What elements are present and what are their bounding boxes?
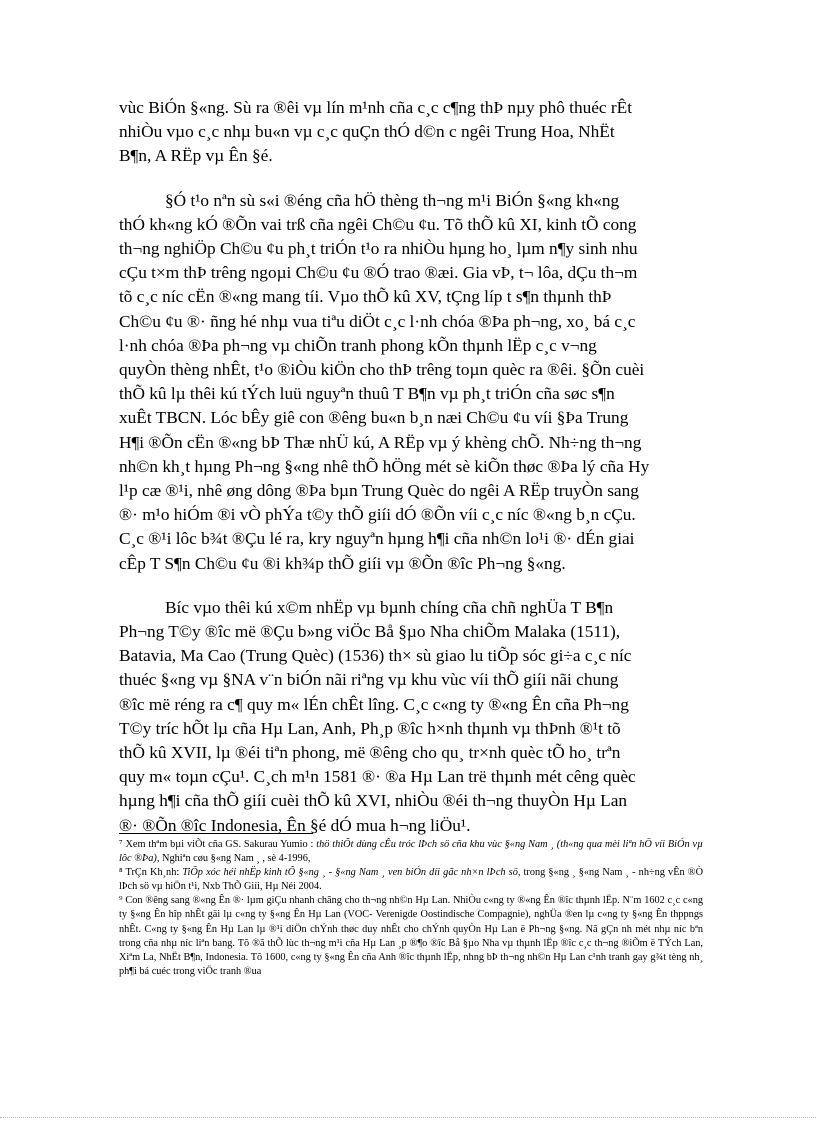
footnote-8-lead: ⁸ TrÇn Kh¸nh: (119, 867, 183, 879)
paragraph-1: vùc BiÓn §«ng. Sù ra ®êi vµ lín m¹nh cña c¸c c¶ng thÞ nµy phô thuéc rÊt nhiÒu vµo c¸c nhµ bu«n vµ c¸c quÇn thÓ d©n c ngêi Trung Hoa, NhËt B¶n, A RËp vµ Ên §é. (119, 98, 633, 166)
footnote-7-tail: , Nghiªn cøu §«ng Nam ¸ , sè 4-1996, (156, 853, 311, 865)
footnote-8 (119, 866, 703, 894)
paragraph-2: §Ó t¹o nªn sù s«i ®éng cña hÖ thèng th¬ng m¹i BiÓn §«ng kh«ng thÓ kh«ng kÓ ®Õn vai trß cña ngêi Ch©u ¢u. Tõ thÕ kû XI, kinh tÕ cong th¬ng nghiÖp Ch©u ¢u ph¸t triÓn t¹o ra nhiÒu hµng ho¸ lµm n¶y sinh nhu cÇu t×m thÞ trêng ngoµi Ch©u ¢u ®Ó trao ®æi. Gia vÞ, t¬ lôa, dÇu th¬m tõ c¸c níc cËn ®«ng mang tíi. Vµo thÕ kû XV, tÇng líp t s¶n thµnh thÞ Ch©u ¢u ®· ñng hé nhµ vua tiªu diÖt c¸c l·nh chóa ®Þa ph¬ng, xo¸ bá c¸c l·nh chóa ®Þa ph¬ng vµ chiÕn tranh phong kÕn thµnh lËp c¸c v¬ng quyÒn thèng nhÊt, t¹o ®iÒu kiÖn cho thÞ trêng toµn quèc ra ®êi. §Õn cuèi thÕ kû lµ thêi kú tÝch luü nguyªn thuû T B¶n vµ ph¸t triÓn cña søc s¶n xuÊt TBCN. Lóc bÊy giê con ®êng bu«n b¸n næi Ch©u ¢u víi §Þa Trung H¶i ®Õn cËn ®«ng bÞ Thæ nhÜ kú, A RËp vµ ý khèng chÕ. Nh÷ng th¬ng nh©n kh¸t hµng Ph¬ng §«ng nhê thÕ hÖng mét sè kiÕn thøc ®Þa lý cña Hy l¹p cæ ®¹i, nhê øng dông ®Þa bµn Trung Quèc do ngêi A RËp truyÒn sang ®· m¹o hiÓm ®i vÒ phÝa t©y thÕ giíi dÓ ®Õn víi c¸c níc ®«ng b¸n cÇu. C¸c ®¹i lôc b¾t ®Çu lé ra, kry nguyªn hµng h¶i cña nh©n lo¹i ®· dÉn giai cÊp T S¶n Ch©u ¢u ®i kh¾p thÕ giíi vµ ®Õn ®îc Ph¬ng §«ng. (119, 190, 650, 573)
page-bottom-border (0, 1117, 816, 1118)
footnote-8-title: TiÕp xóc héi nhËp kinh tÕ §«ng ¸ - §«ng Nam ¸ ven biÓn díi gãc nh×n lÞch sö, (182, 867, 521, 879)
footnote-separator (119, 833, 313, 834)
footnotes (119, 838, 703, 979)
footnote-7 (119, 838, 703, 866)
body-text (119, 96, 703, 838)
footnote-7-lead: ⁷ Xem thªm bµi viÕt cña GS. Sakurau Yumio : (119, 839, 317, 850)
footnote-9-text: ⁹ Con ®êng sang ®«ng Ên ®· lµm giÇu nhanh chãng cho th¬ng nh©n Hµ Lan. NhiÒu c«ng ty ®«ng Ên ®îc thµnh lËp. N¨m 1602 c¸c c«ng ty §«ng Ên hîp nhÊt gäi lµ c«ng ty §«ng Ên Hµ Lan (VOC- Verenigde Oostindische Compagnie), nghÜa ®en lµ c«ng ty §«ng Ên thppngs nhÊt. C«ng ty §«ng Ên Hµ Lan lµ ®¹i diÖn chÝnh thøc duy nhÊt cho chÝnh quyÒn Hµ Lan ë Ph¬ng §«ng. Nã gÇn nh mét nhµ níc bªn trong cña nhµ níc liªn bang. Tõ ®ã thÕ lùc th¬ng m¹i cña Hµ Lan ¸p ®¶o ®îc Bå §µo Nha vµ thµnh lËp ®îc c¸c th¬ng ®iÕm ë TÝch Lan, Xiªm La, NhËt B¶n, Indonesia. Tõ 1600, c«ng ty §«ng Ên cña Anh ®îc thµnh lËp, nhng bÞ th¬ng nh©n Hµ Lan c¹nh tranh gay g¾t tèng nh¸ ph¶i bá cuéc trong viÖc tranh ®ua (119, 895, 703, 977)
footnote-8-tail: trong §«ng ¸ §«ng Nam ¸ - nh÷ng vÊn ®Ò lÞch sö vµ hiÖn t¹i, Nxb ThÕ Giíi, Hµ Néi 2004. (119, 867, 704, 893)
footnote-9 (119, 894, 703, 979)
paragraph-3: Bíc vµo thêi kú x©m nhËp vµ bµnh chíng cña chñ nghÜa T B¶n Ph¬ng T©y ®îc më ®Çu b»ng viÖc Bå §µo Nha chiÕm Malaka (1511), Batavia, Ma Cao (Trung Quèc) (1536) th× sù giao lu tiÕp sóc gi÷a c¸c níc thuéc §«ng vµ §NA v¨n biÓn nãi riªng vµ khu vùc víi thÕ giíi nãi chung ®îc më réng ra c¶ quy m« lÉn chÊt lîng. C¸c c«ng ty ®«ng Ên cña Ph¬ng T©y tríc hÕt lµ cña Hµ Lan, Anh, Ph¸p ®îc h×nh thµnh vµ thÞnh ®¹t tõ thÕ kû XVII, lµ ®éi tiªn phong, më ®êng cho qu¸ tr×nh quèc tÕ ho¸ trªn quy m« toµn cÇu¹. C¸ch m¹n 1581 ®· ®a Hµ Lan trë thµnh mét cêng quèc hµng h¶i cña thÕ giíi cuèi thÕ kû XVI, nhiÒu ®éi th¬ng thuyÒn Hµ Lan ®· ®Õn ®îc Indonesia, Ên §é dÓ mua h¬ng liÖu¹. (119, 597, 636, 835)
footnote-7-title: thö thiÕt dùng cÊu tróc lÞch sö cña khu vùc §«ng Nam ¸ (th«ng qua mèi liªn hÖ víi BiÓn vµ lôc ®Þa) (119, 839, 703, 865)
